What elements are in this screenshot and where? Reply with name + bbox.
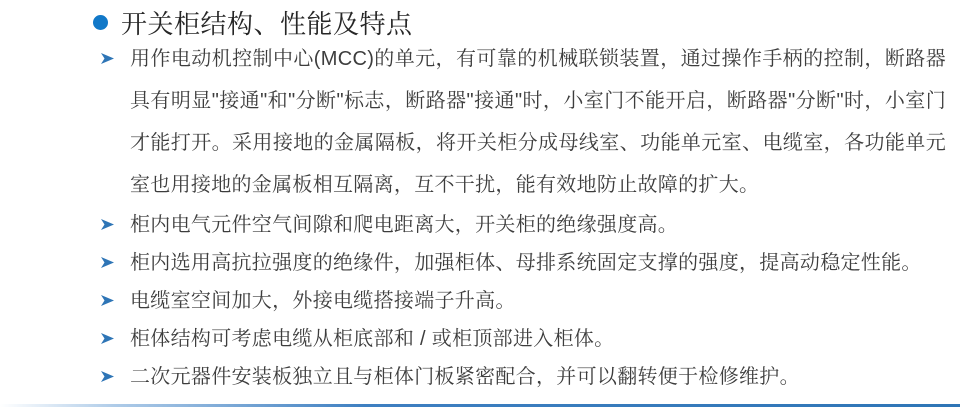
arrow-bullet-icon (100, 331, 130, 346)
bullet-item (100, 206, 946, 244)
bullet-text: 柜内电气元件空气间隙和爬电距离大，开关柜的绝缘强度高。 (130, 214, 679, 236)
bullet-item (100, 282, 946, 320)
arrow-bullet-icon (100, 217, 130, 232)
bottom-divider-line (0, 404, 960, 407)
bullet-item (100, 358, 946, 396)
bullet-text: 柜体结构可考虑电缆从柜底部和 / 或柜顶部进入柜体。 (130, 328, 615, 350)
arrow-bullet-icon (100, 255, 130, 270)
bullet-text: 电缆室空间加大，外接电缆搭接端子升高。 (130, 290, 516, 312)
bullet-text: 用作电动机控制中心(MCC)的单元，有可靠的机械联锁装置，通过操作手柄的控制，断路器具有明显"接通"和"分断"标志，断路器"接通"时，小室门不能开启，断路器"分断"时，小室门才能打开。采用接地的金属隔板，将开关柜分成母线室、功能单元室、电缆室，各功能单元室也用接地的金属板相互隔离，互不干扰，能有效地防止故障的扩大。 (130, 48, 946, 196)
circle-bullet-icon (93, 15, 108, 30)
arrow-bullet-icon (100, 369, 130, 384)
bullet-text: 柜内选用高抗拉强度的绝缘件，加强柜体、母排系统固定支撑的强度，提高动稳定性能。 (130, 252, 922, 274)
section-header (93, 4, 413, 41)
arrow-bullet-icon (100, 293, 130, 308)
bullet-list (100, 38, 946, 396)
bullet-item (100, 320, 946, 358)
arrow-bullet-icon (100, 51, 130, 66)
section-title: 开关柜结构、性能及特点 (121, 9, 413, 39)
bullet-item (100, 244, 946, 282)
bullet-text: 二次元器件安装板独立且与柜体门板紧密配合，并可以翻转便于检修维护。 (130, 366, 800, 388)
bullet-item (100, 38, 946, 206)
